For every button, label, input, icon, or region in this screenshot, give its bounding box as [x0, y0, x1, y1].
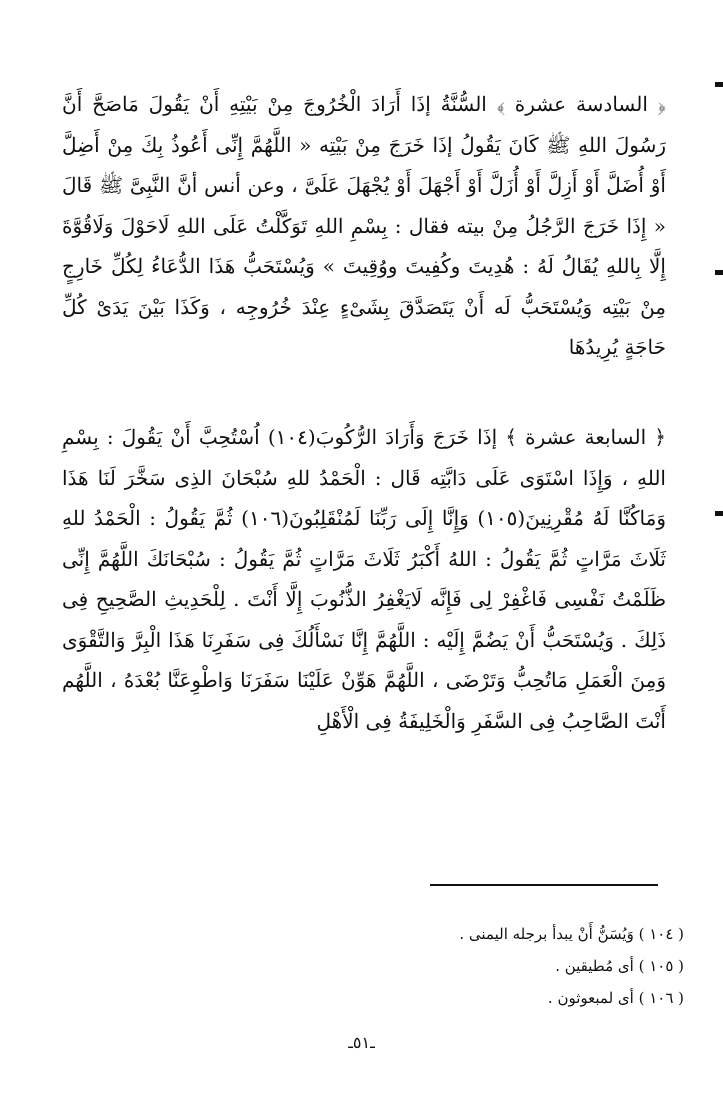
page-number: ـ٥١ـ: [348, 1033, 375, 1052]
footnotes: [62, 918, 684, 1014]
footnote-104: ( ١٠٤ ) وَيُسَنُّ أَنْ يبدأ برجله اليمنى .: [459, 925, 684, 943]
paragraph-seventeenth: ﴿ السابعة عشرة ﴾ إذَا خَرَجَ وَأَرَادَ الرُّكُوبَ(١٠٤) اُسْتُحِبَّ أَنْ يَقُولَ : بِسْمِ اللهِ ، وَإِذَا اسْتَوَى عَلَى دَابَّتِه قَال : الْحَمْدُ للهِ سُبْحَانَ الذِى سَخَّرَ لَنَا هَذَا وَمَاكُنَّا لَهُ مُقْرِنِينَ(١٠٥) وَإِنَّا إِلَى رَبِّنَا لَمُنْقَلِبُونَ(١٠٦) ثُمَّ يَقُولُ : الْحَمْدُ للهِ ثَلَاثَ مَرَّاتٍ ثُمَّ يَقُولُ : اللهُ أَكْبَرُ ثَلَاثَ مَرَّاتٍ ثُمَّ يَقُولُ : سُبْحَانَكَ اللَّهُمَّ إِنِّى ظَلَمْتُ نَفْسِى فَاغْفِرْ لِى فَإِنَّه لَايَغْفِرُ الذُّنُوبَ إِلَّا أَنْتَ . لِلْحَدِيثِ الصَّحِيحِ فِى ذَلِكَ . وَيُسْتَحَبُّ أَنْ يَضُمَّ إِلَيْه : اللَّهُمَّ إِنَّا نَسْأَلُكَ فِى سَفَرِنَا هَذَا الْبِرَّ وَالتَّقْوَى وَمِنَ الْعَمَلِ مَاتُحِبُّ وَتَرْضَى ، اللَّهُمَّ هَوِّنْ عَلَيْنَا سَفَرَنَا وَاطْوِعَنَّا بُعْدَهُ ، اللَّهُم أَنْتَ الصَّاحِبُ فِى السَّفَرِ وَالْخَلِيفَةُ فِى الْأَهْلِ: [62, 425, 667, 733]
footnote-106: ( ١٠٦ ) أى لمبعوثون .: [547, 989, 684, 1007]
margin-mark: [715, 82, 723, 87]
paragraph-sixteenth: ﴿ السادسة عشرة ﴾ السُّنَّةُ إذَا أَرَادَ الْخُرُوجَ مِنْ بَيْتِهِ أَنْ يَقُولَ مَاصَحَّ أَنَّ رَسُولَ اللهِ ﷺ كَانَ يَقُولُ إذَا خَرَجَ مِنْ بَيْتِه « اللَّهُمَّ إِنِّى أَعُوذُ بِكَ مِنْ أَضِلَّ أَوْ أُضَلَّ أَوْ أَزِلَّ أَوْ أُزَلَّ أَوْ أَجْهَلَ أَوْ يُجْهَلَ عَلَىَّ ، وعن أنس أنَّ النَّبِىَّ ﷺ قَالَ « إِذَا خَرَجَ الرَّجُلُ مِنْ بيته فقال : بِسْمِ اللهِ تَوَكَّلْتُ عَلَى اللهِ لَاحَوْلَ وَلَاقُوَّةَ إِلَّا بِاللهِ يُقَالُ لَهُ : هُدِيتَ وكُفِيتَ ووُقِيتَ » وَيُسْتَحَبُّ هَذَا الدُّعَاءُ لِكُلِّ خَارِجٍ مِنْ بَيْتِه وَيُسْتَحَبُّ لَه أَنْ يَتَصَدَّقَ بِشَىْءٍ عِنْدَ خُرُوجِه ، وَكَذَا بَيْنَ يَدَىْ كُلِّ حَاجَةٍ يُرِيدُهَا: [62, 92, 667, 359]
margin-mark: [715, 511, 723, 516]
footnote-separator: [430, 884, 658, 886]
margin-mark: [715, 270, 723, 275]
footnote-105: ( ١٠٥ ) أى مُطيقين .: [555, 957, 684, 975]
